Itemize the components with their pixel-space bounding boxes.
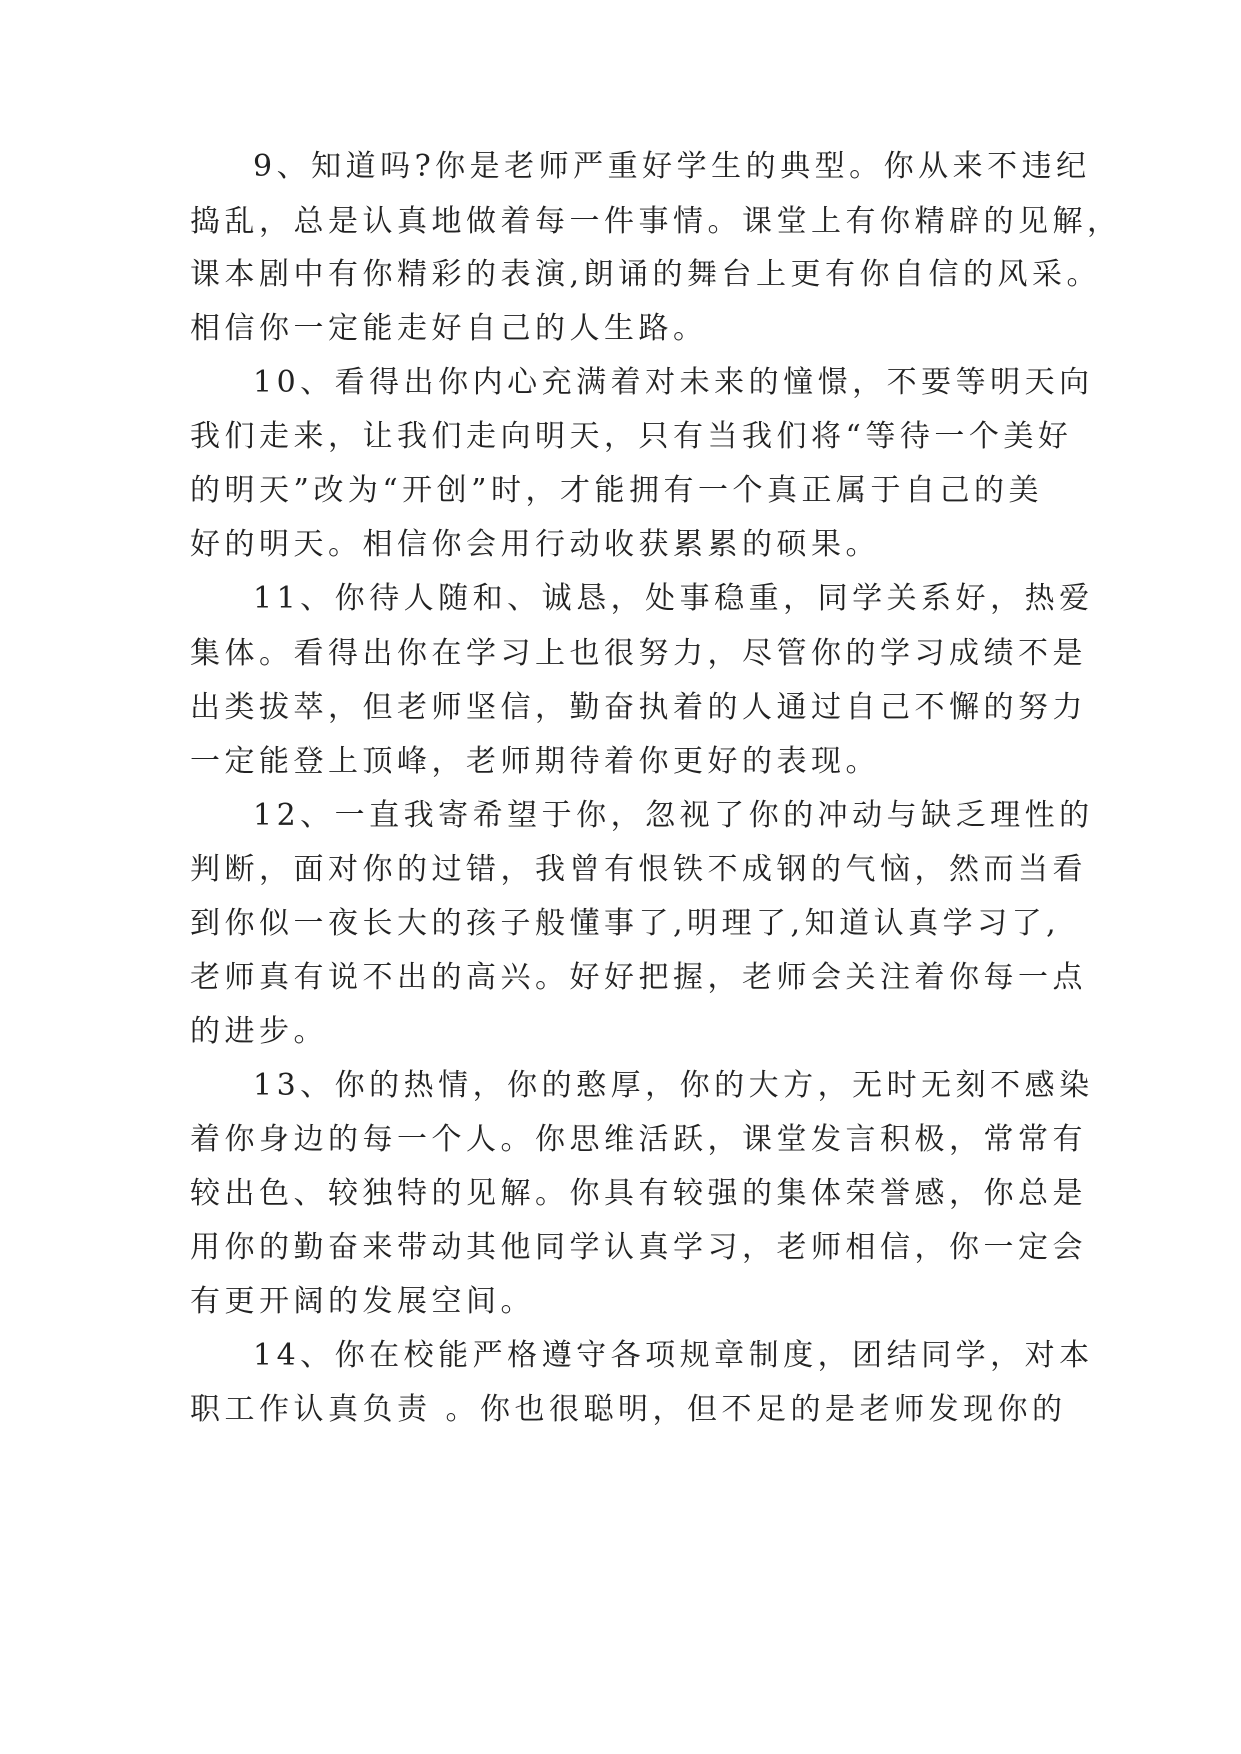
paragraph-13-line-1: 13、你的热情，你的憨厚，你的大方，无时无刻不感染 [253,1068,1094,1103]
paragraph-14-line-2: 职工作认真负责 。你也很聪明，但不足的是老师发现你的 [190,1392,1067,1427]
paragraph-13-line-4: 用你的勤奋来带动其他同学认真学习，老师相信，你一定会 [190,1230,1087,1265]
paragraph-11-line-1: 11、你待人随和、诚恳，处事稳重，同学关系好，热爱 [253,581,1094,616]
paragraph-12-line-1: 12、一直我寄希望于你，忽视了你的冲动与缺乏理性的 [253,798,1094,833]
paragraph-9-line-3: 课本剧中有你精彩的表演,朗诵的舞台上更有你自信的风采。 [190,257,1102,292]
paragraph-12-line-5: 的进步。 [190,1014,328,1049]
paragraph-9-line-2: 捣乱，总是认真地做着每一件事情。课堂上有你精辟的见解， [190,204,1122,239]
paragraph-9-line-4: 相信你一定能走好自己的人生路。 [190,311,708,346]
paragraph-12-line-2: 判断，面对你的过错，我曾有恨铁不成钢的气恼，然而当看 [190,852,1087,887]
paragraph-13-line-5: 有更开阔的发展空间。 [190,1284,535,1319]
paragraph-10-line-3: 的明天”改为“开创”时，才能拥有一个真正属于自己的美 [190,473,1044,508]
paragraph-12-line-3: 到你似一夜长大的孩子般懂事了,明理了,知道认真学习了, [190,906,1061,941]
paragraph-14-line-1: 14、你在校能严格遵守各项规章制度，团结同学，对本 [253,1338,1094,1373]
paragraph-10-line-4: 好的明天。相信你会用行动收获累累的硕果。 [190,527,880,562]
paragraph-12-line-4: 老师真有说不出的高兴。好好把握，老师会关注着你每一点 [190,960,1087,995]
paragraph-9-line-1: 9、知道吗?你是老师严重好学生的典型。你从来不违纪 [253,149,1091,184]
paragraph-11-line-4: 一定能登上顶峰，老师期待着你更好的表现。 [190,744,880,779]
paragraph-13-line-2: 着你身边的每一个人。你思维活跃，课堂发言积极，常常有 [190,1122,1087,1157]
paragraph-13-line-3: 较出色、较独特的见解。你具有较强的集体荣誉感，你总是 [190,1176,1087,1211]
paragraph-11-line-2: 集体。看得出你在学习上也很努力，尽管你的学习成绩不是 [190,636,1087,671]
paragraph-10-line-1: 10、看得出你内心充满着对未来的憧憬，不要等明天向 [253,365,1094,400]
paragraph-10-line-2: 我们走来，让我们走向明天，只有当我们将“等待一个美好 [190,419,1073,454]
paragraph-11-line-3: 出类拔萃，但老师坚信，勤奋执着的人通过自己不懈的努力 [190,690,1087,725]
